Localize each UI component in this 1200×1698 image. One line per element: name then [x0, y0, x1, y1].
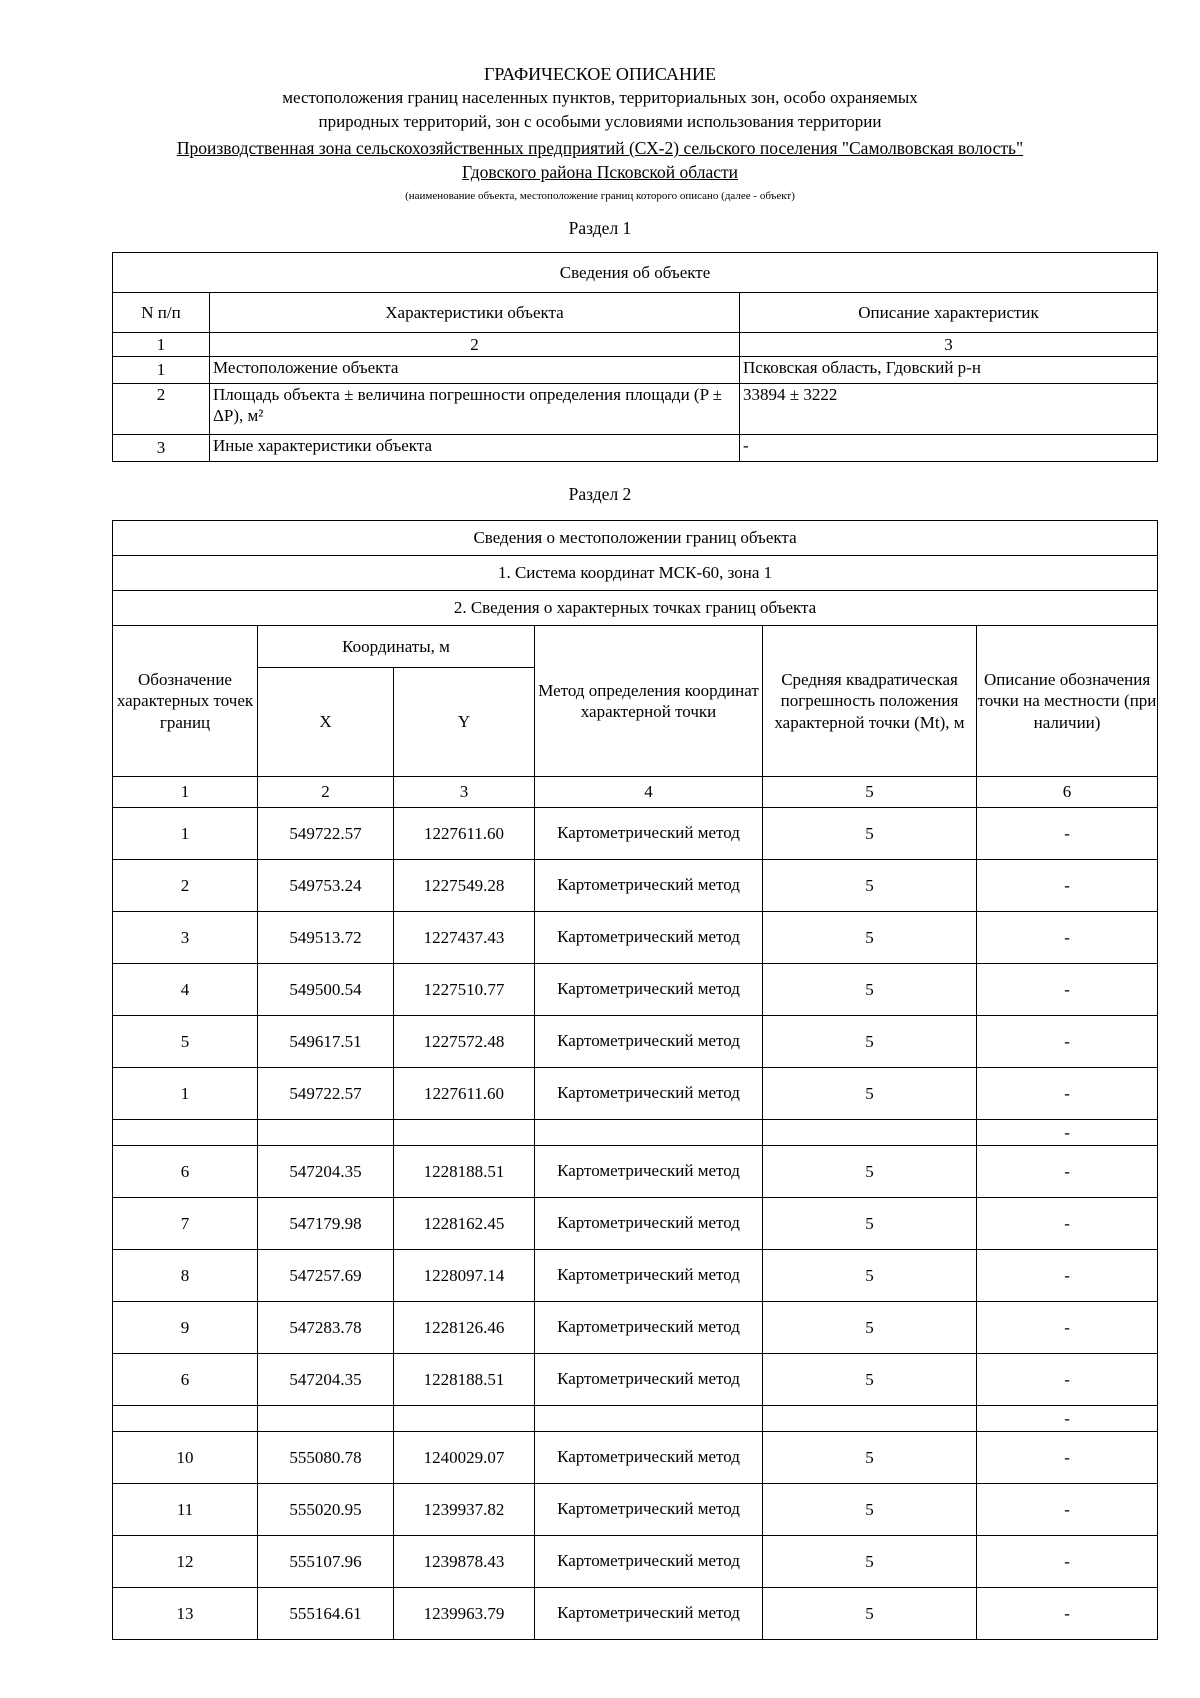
row-characteristic: Площадь объекта ± величина погрешности определения площади (P ± ΔP), м² — [210, 384, 740, 435]
table-row — [113, 384, 1158, 435]
point-designation: 6 — [113, 1146, 258, 1198]
point-description: - — [977, 1016, 1158, 1068]
point-description: - — [977, 808, 1158, 860]
object-info-table — [112, 252, 1158, 462]
col-header-characteristics: Характеристики объекта — [210, 293, 740, 333]
coordinate-x: 555107.96 — [258, 1536, 394, 1588]
table-separator-row — [113, 1120, 1158, 1146]
table-row — [113, 1146, 1158, 1198]
point-designation: 6 — [113, 1354, 258, 1406]
coordinate-y: 1228097.14 — [394, 1250, 535, 1302]
mean-square-error: 5 — [763, 912, 977, 964]
col-header-coordinates: Координаты, м — [258, 626, 535, 668]
coordinate-x: 547283.78 — [258, 1302, 394, 1354]
determination-method: Картометрический метод — [535, 1068, 763, 1120]
point-description: - — [977, 912, 1158, 964]
determination-method: Картометрический метод — [535, 1536, 763, 1588]
coordinate-x: 549722.57 — [258, 1068, 394, 1120]
table-row — [113, 357, 1158, 384]
row-description: 33894 ± 3222 — [740, 384, 1158, 435]
point-description: - — [977, 1302, 1158, 1354]
col-number: 5 — [763, 777, 977, 808]
coordinate-x — [258, 1120, 394, 1146]
coordinate-x: 549500.54 — [258, 964, 394, 1016]
col-header-method: Метод определения координат характерной точки — [535, 626, 763, 777]
col-header-designation: Обозначение характерных точек границ — [113, 626, 258, 777]
determination-method: Картометрический метод — [535, 1484, 763, 1536]
mean-square-error: 5 — [763, 1432, 977, 1484]
table-row — [113, 912, 1158, 964]
coordinate-x: 549513.72 — [258, 912, 394, 964]
table-row — [113, 964, 1158, 1016]
point-designation: 5 — [113, 1016, 258, 1068]
point-description: - — [977, 964, 1158, 1016]
document-title: ГРАФИЧЕСКОЕ ОПИСАНИЕ — [483, 64, 717, 84]
point-designation — [113, 1406, 258, 1432]
table-row — [113, 1016, 1158, 1068]
determination-method: Картометрический метод — [535, 1250, 763, 1302]
table-row — [113, 1068, 1158, 1120]
point-designation: 3 — [113, 912, 258, 964]
mean-square-error: 5 — [763, 1198, 977, 1250]
point-designation: 1 — [113, 1068, 258, 1120]
point-description: - — [977, 1250, 1158, 1302]
col-number: 3 — [394, 777, 535, 808]
point-designation: 1 — [113, 808, 258, 860]
col-header-x: X — [258, 668, 394, 777]
determination-method: Картометрический метод — [535, 1302, 763, 1354]
coordinate-x: 549617.51 — [258, 1016, 394, 1068]
coordinate-y: 1239963.79 — [394, 1588, 535, 1640]
table-row — [113, 1536, 1158, 1588]
mean-square-error: 5 — [763, 1068, 977, 1120]
determination-method: Картометрический метод — [535, 1588, 763, 1640]
row-characteristic: Иные характеристики объекта — [210, 435, 740, 462]
points-table-body — [113, 808, 1158, 1640]
row-description: Псковская область, Гдовский р-н — [740, 357, 1158, 384]
determination-method — [535, 1120, 763, 1146]
col-header-description: Описание характеристик — [740, 293, 1158, 333]
coordinate-x: 555020.95 — [258, 1484, 394, 1536]
point-description: - — [977, 1198, 1158, 1250]
determination-method: Картометрический метод — [535, 1146, 763, 1198]
point-designation: 8 — [113, 1250, 258, 1302]
point-designation — [113, 1120, 258, 1146]
col-header-point-description: Описание обозначения точки на местности (при наличии) — [977, 626, 1158, 777]
point-designation: 13 — [113, 1588, 258, 1640]
document-subtitle-line-1: местоположения границ населенных пунктов, территориальных зон, особо охраняемых — [282, 88, 918, 107]
determination-method: Картометрический метод — [535, 964, 763, 1016]
determination-method: Картометрический метод — [535, 860, 763, 912]
col-number: 3 — [740, 333, 1158, 357]
coordinate-system: 1. Система координат МСК-60, зона 1 — [113, 556, 1158, 591]
table-row — [113, 1302, 1158, 1354]
determination-method: Картометрический метод — [535, 1016, 763, 1068]
point-description: - — [977, 1406, 1158, 1432]
document-subtitle-line-2: природных территорий, зон с особыми условиями использования территории — [318, 112, 882, 131]
col-number: 2 — [258, 777, 394, 808]
point-description: - — [977, 1068, 1158, 1120]
row-number: 3 — [113, 435, 210, 462]
point-description: - — [977, 1588, 1158, 1640]
boundary-table-title: Сведения о местоположении границ объекта — [113, 521, 1158, 556]
point-designation: 10 — [113, 1432, 258, 1484]
point-description: - — [977, 860, 1158, 912]
coordinate-x: 555080.78 — [258, 1432, 394, 1484]
point-designation: 9 — [113, 1302, 258, 1354]
col-number: 6 — [977, 777, 1158, 808]
point-designation: 7 — [113, 1198, 258, 1250]
section-1-title: Раздел 1 — [568, 218, 632, 238]
coordinate-x — [258, 1406, 394, 1432]
row-characteristic: Местоположение объекта — [210, 357, 740, 384]
point-description: - — [977, 1354, 1158, 1406]
coordinate-x: 547204.35 — [258, 1146, 394, 1198]
mean-square-error: 5 — [763, 1302, 977, 1354]
table-row — [113, 808, 1158, 860]
col-header-error: Средняя квадратическая погрешность положения характерной точки (Mt), м — [763, 626, 977, 777]
coordinate-y: 1227611.60 — [394, 808, 535, 860]
determination-method — [535, 1406, 763, 1432]
mean-square-error: 5 — [763, 808, 977, 860]
object-name-caption: (наименование объекта, местоположение границ которого описано (далее - объект) — [405, 190, 795, 202]
mean-square-error: 5 — [763, 1250, 977, 1302]
determination-method: Картометрический метод — [535, 1354, 763, 1406]
coordinate-x: 547179.98 — [258, 1198, 394, 1250]
col-number: 2 — [210, 333, 740, 357]
point-designation: 2 — [113, 860, 258, 912]
mean-square-error: 5 — [763, 1484, 977, 1536]
coordinate-x: 547204.35 — [258, 1354, 394, 1406]
col-number: 1 — [113, 777, 258, 808]
table-row — [113, 1432, 1158, 1484]
table-row — [113, 860, 1158, 912]
coordinate-y: 1240029.07 — [394, 1432, 535, 1484]
col-header-number: N п/п — [113, 293, 210, 333]
coordinate-y — [394, 1120, 535, 1146]
coordinate-y: 1239937.82 — [394, 1484, 535, 1536]
coordinate-x: 549722.57 — [258, 808, 394, 860]
table-row — [113, 1250, 1158, 1302]
mean-square-error: 5 — [763, 1588, 977, 1640]
table-row — [113, 1198, 1158, 1250]
table-row — [113, 1588, 1158, 1640]
point-designation: 4 — [113, 964, 258, 1016]
table-row — [113, 435, 1158, 462]
mean-square-error: 5 — [763, 860, 977, 912]
coordinate-y — [394, 1406, 535, 1432]
point-description: - — [977, 1146, 1158, 1198]
col-number: 1 — [113, 333, 210, 357]
determination-method: Картометрический метод — [535, 912, 763, 964]
section-2-title: Раздел 2 — [568, 484, 632, 504]
coordinate-y: 1228188.51 — [394, 1354, 535, 1406]
coordinate-y: 1228126.46 — [394, 1302, 535, 1354]
coordinate-y: 1239878.43 — [394, 1536, 535, 1588]
mean-square-error: 5 — [763, 1016, 977, 1068]
col-number: 4 — [535, 777, 763, 808]
point-description: - — [977, 1120, 1158, 1146]
determination-method: Картометрический метод — [535, 1198, 763, 1250]
mean-square-error: 5 — [763, 1354, 977, 1406]
point-description: - — [977, 1432, 1158, 1484]
coordinate-y: 1227510.77 — [394, 964, 535, 1016]
point-description: - — [977, 1536, 1158, 1588]
coordinate-y: 1228188.51 — [394, 1146, 535, 1198]
table-row — [113, 1354, 1158, 1406]
mean-square-error — [763, 1120, 977, 1146]
table-separator-row — [113, 1406, 1158, 1432]
mean-square-error: 5 — [763, 964, 977, 1016]
point-designation: 12 — [113, 1536, 258, 1588]
object-name-line-1: Производственная зона сельскохозяйственных предприятий (СХ-2) сельского поселения "Самолвовская волость" — [176, 138, 1024, 158]
object-name-line-2: Гдовского района Псковской области — [461, 162, 739, 182]
coordinate-y: 1227437.43 — [394, 912, 535, 964]
mean-square-error: 5 — [763, 1146, 977, 1198]
coordinate-x: 555164.61 — [258, 1588, 394, 1640]
coordinate-x: 549753.24 — [258, 860, 394, 912]
determination-method: Картометрический метод — [535, 808, 763, 860]
coordinate-y: 1228162.45 — [394, 1198, 535, 1250]
coordinate-y: 1227549.28 — [394, 860, 535, 912]
table-row — [113, 1484, 1158, 1536]
coordinate-x: 547257.69 — [258, 1250, 394, 1302]
row-number: 2 — [113, 384, 210, 435]
coordinate-y: 1227572.48 — [394, 1016, 535, 1068]
boundary-points-table — [112, 520, 1158, 1640]
points-section-title: 2. Сведения о характерных точках границ объекта — [113, 591, 1158, 626]
row-description: - — [740, 435, 1158, 462]
point-description: - — [977, 1484, 1158, 1536]
determination-method: Картометрический метод — [535, 1432, 763, 1484]
mean-square-error: 5 — [763, 1536, 977, 1588]
row-number: 1 — [113, 357, 210, 384]
col-header-y: Y — [394, 668, 535, 777]
point-designation: 11 — [113, 1484, 258, 1536]
object-info-table-title: Сведения об объекте — [113, 253, 1158, 293]
mean-square-error — [763, 1406, 977, 1432]
coordinate-y: 1227611.60 — [394, 1068, 535, 1120]
